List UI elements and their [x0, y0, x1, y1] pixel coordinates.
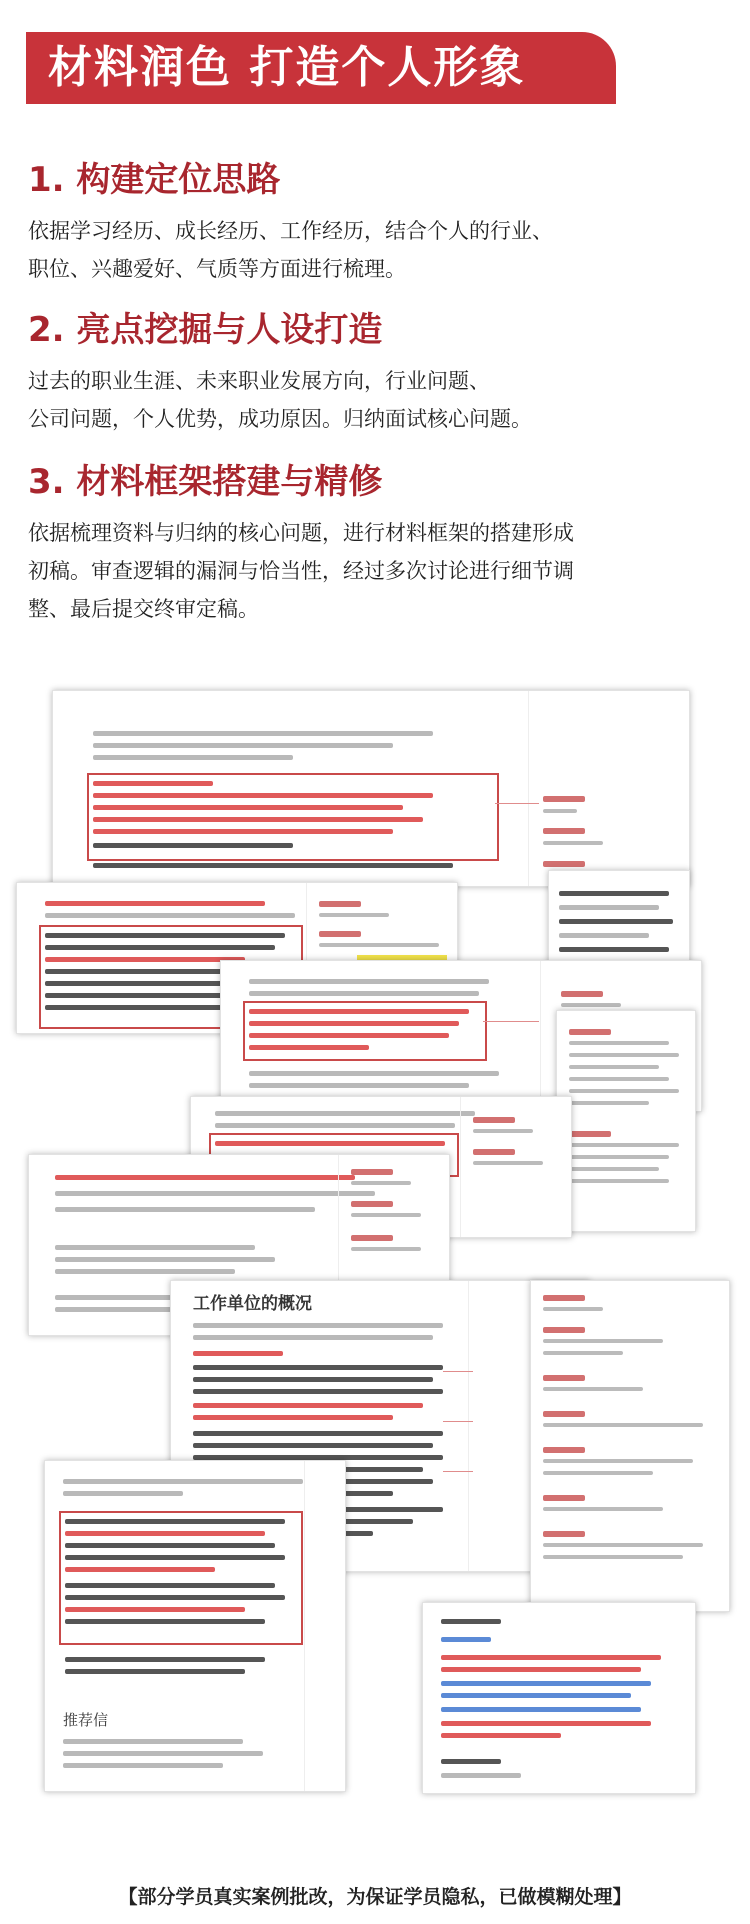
section-highlights [28, 308, 708, 438]
section-body-line: 过去的职业生涯、未来职业发展方向，行业问题、 [28, 369, 490, 393]
blurred-document-collage [0, 670, 750, 1830]
document-page [44, 1460, 346, 1792]
document-page [422, 1602, 696, 1794]
section-heading: 3. 材料框架搭建与精修 [28, 462, 383, 502]
section-body-line: 初稿。审查逻辑的漏洞与恰当性，经过多次讨论进行细节调 [28, 559, 574, 583]
section-body [28, 362, 708, 438]
document-heading: 推荐信 [63, 1711, 109, 1729]
document-page [52, 690, 690, 887]
document-title: 工作单位的概况 [193, 1294, 312, 1314]
section-heading: 2. 亮点挖掘与人设打造 [28, 310, 383, 350]
section-body [28, 212, 708, 288]
section-body-line: 依据梳理资料与归纳的核心问题，进行材料框架的搭建形成 [28, 521, 574, 545]
section-body-line: 整、最后提交终审定稿。 [28, 597, 259, 621]
section-positioning [28, 158, 708, 288]
section-body-line: 依据学习经历、成长经历、工作经历，结合个人的行业、 [28, 219, 553, 243]
section-framework [28, 460, 708, 628]
privacy-caption: 【部分学员真实案例批改，为保证学员隐私，已做模糊处理】 [118, 1886, 632, 1908]
section-body-line: 职位、兴趣爱好、气质等方面进行梳理。 [28, 257, 406, 281]
document-page [556, 1010, 696, 1232]
section-heading: 1. 构建定位思路 [28, 160, 281, 200]
document-page [530, 1280, 730, 1612]
section-body-line: 公司问题，个人优势，成功原因。归纳面试核心问题。 [28, 407, 532, 431]
section-body [28, 514, 708, 628]
page-banner: 材料润色 打造个人形象 [26, 32, 616, 104]
